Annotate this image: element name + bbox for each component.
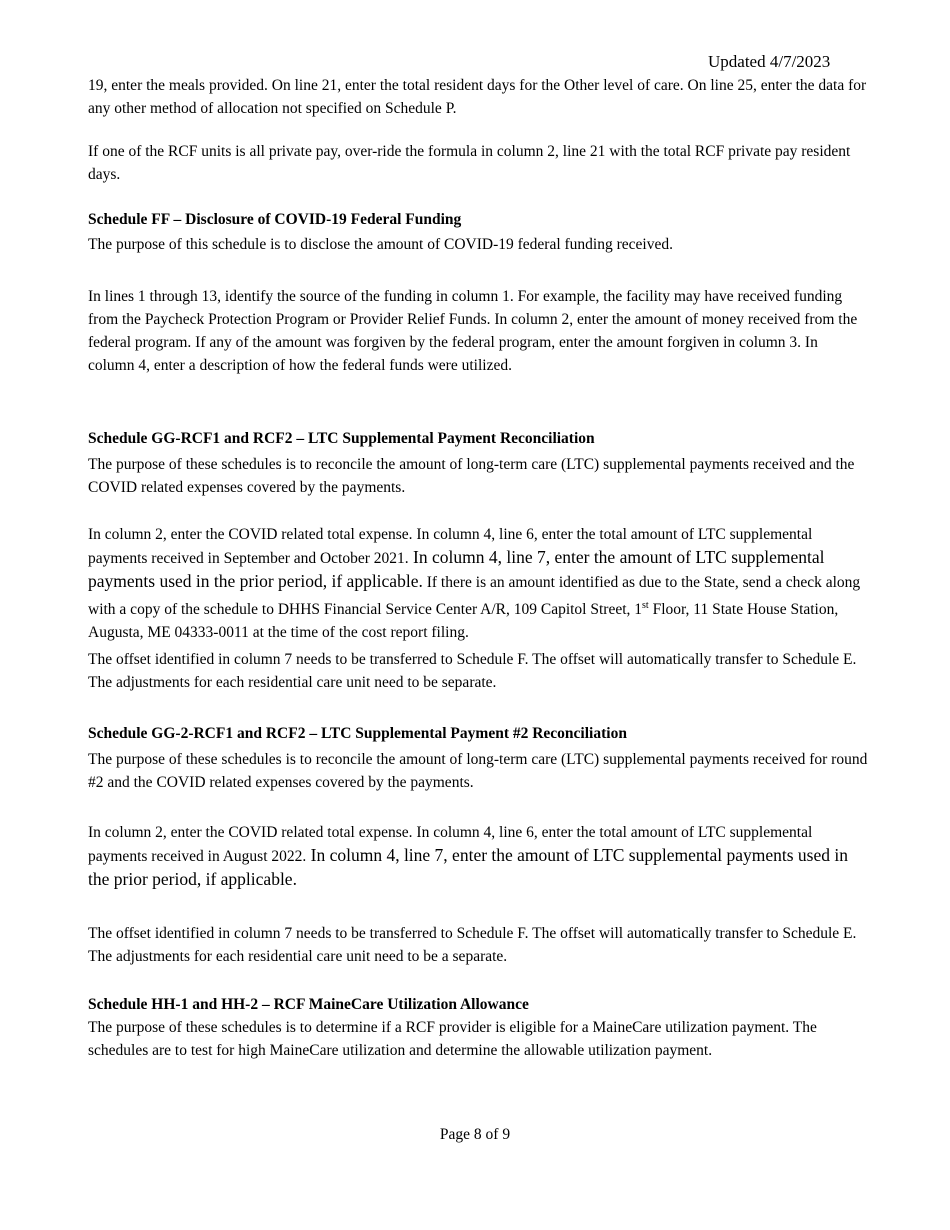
gg-instructions-part-3: If there is an amount identified as due to the State, send a check along with a copy of the schedule to DHHS Financial Service Center A/R, 109 Capitol Street, 1 xyxy=(88,574,861,619)
gg-instructions-part-2: In column 4, line 7, enter the amount of LTC supplemental payments used in the prior period, if applicable. xyxy=(88,547,825,591)
schedule-ff-purpose: The purpose of this schedule is to disclose the amount of COVID-19 federal funding received. xyxy=(88,236,673,253)
schedule-gg2-instructions xyxy=(88,821,868,892)
gg-instructions-part-4: Floor, 11 State House Station, Augusta, ME 04333-0011 at the time of the cost report filing. xyxy=(88,601,839,642)
schedule-gg-heading: Schedule GG-RCF1 and RCF2 – LTC Supplemental Payment Reconciliation xyxy=(88,430,595,447)
schedule-ff-instructions: In lines 1 through 13, identify the source of the funding in column 1. For example, the facility may have received funding from the Paycheck Protection Program or Provider Relief Funds. In column 2, enter the amount of money received from the federal program. If any of the amount was forgiven by the federal program, enter the amount forgiven in column 3. In column 4, enter a description of how the federal funds were utilized. xyxy=(88,288,858,374)
schedule-gg-purpose: The purpose of these schedules is to reconcile the amount of long-term care (LTC) supplemental payments received and the COVID related expenses covered by the payments. xyxy=(88,456,855,496)
schedule-gg-instructions xyxy=(88,523,868,644)
intro-paragraph-1: 19, enter the meals provided. On line 21, enter the total resident days for the Other level of care. On line 25, enter the data for any other method of allocation not specified on Schedule P. xyxy=(88,77,867,117)
gg2-instructions-part-2: In column 4, line 7, enter the amount of LTC supplemental payments used in the prior period, if applicable. xyxy=(88,845,848,889)
schedule-hh-purpose: The purpose of these schedules is to determine if a RCF provider is eligible for a MaineCare utilization payment. The schedules are to test for high MaineCare utilization and determine the allowable utilization payment. xyxy=(88,1019,817,1059)
gg-instructions-part-1: In column 2, enter the COVID related total expense. In column 4, line 6, enter the total amount of LTC supplemental payments received in September and October 2021. xyxy=(88,526,813,567)
schedule-gg-offset-note: The offset identified in column 7 needs to be transferred to Schedule F. The offset will automatically transfer to Schedule E. The adjustments for each residential care unit need to be separate. xyxy=(88,651,857,691)
intro-paragraph-2: If one of the RCF units is all private pay, over-ride the formula in column 2, line 21 with the total RCF private pay resident days. xyxy=(88,143,851,183)
schedule-gg2-offset-note: The offset identified in column 7 needs to be transferred to Schedule F. The offset will automatically transfer to Schedule E. The adjustments for each residential care unit need to be a separate. xyxy=(88,925,857,965)
schedule-gg2-heading: Schedule GG-2-RCF1 and RCF2 – LTC Supplemental Payment #2 Reconciliation xyxy=(88,725,627,742)
gg-instructions-superscript: st xyxy=(642,600,649,611)
page-number: Page 8 of 9 xyxy=(439,1126,511,1143)
schedule-ff-heading: Schedule FF – Disclosure of COVID-19 Federal Funding xyxy=(88,211,462,228)
gg2-instructions-part-1: In column 2, enter the COVID related total expense. In column 4, line 6, enter the total amount of LTC supplemental payments received in August 2022. xyxy=(88,824,813,865)
schedule-hh-heading: Schedule HH-1 and HH-2 – RCF MaineCare Utilization Allowance xyxy=(88,996,529,1013)
schedule-gg2-purpose: The purpose of these schedules is to reconcile the amount of long-term care (LTC) supplemental payments received for round #2 and the COVID related expenses covered by the payments. xyxy=(88,751,868,791)
updated-date: Updated 4/7/2023 xyxy=(708,52,831,71)
